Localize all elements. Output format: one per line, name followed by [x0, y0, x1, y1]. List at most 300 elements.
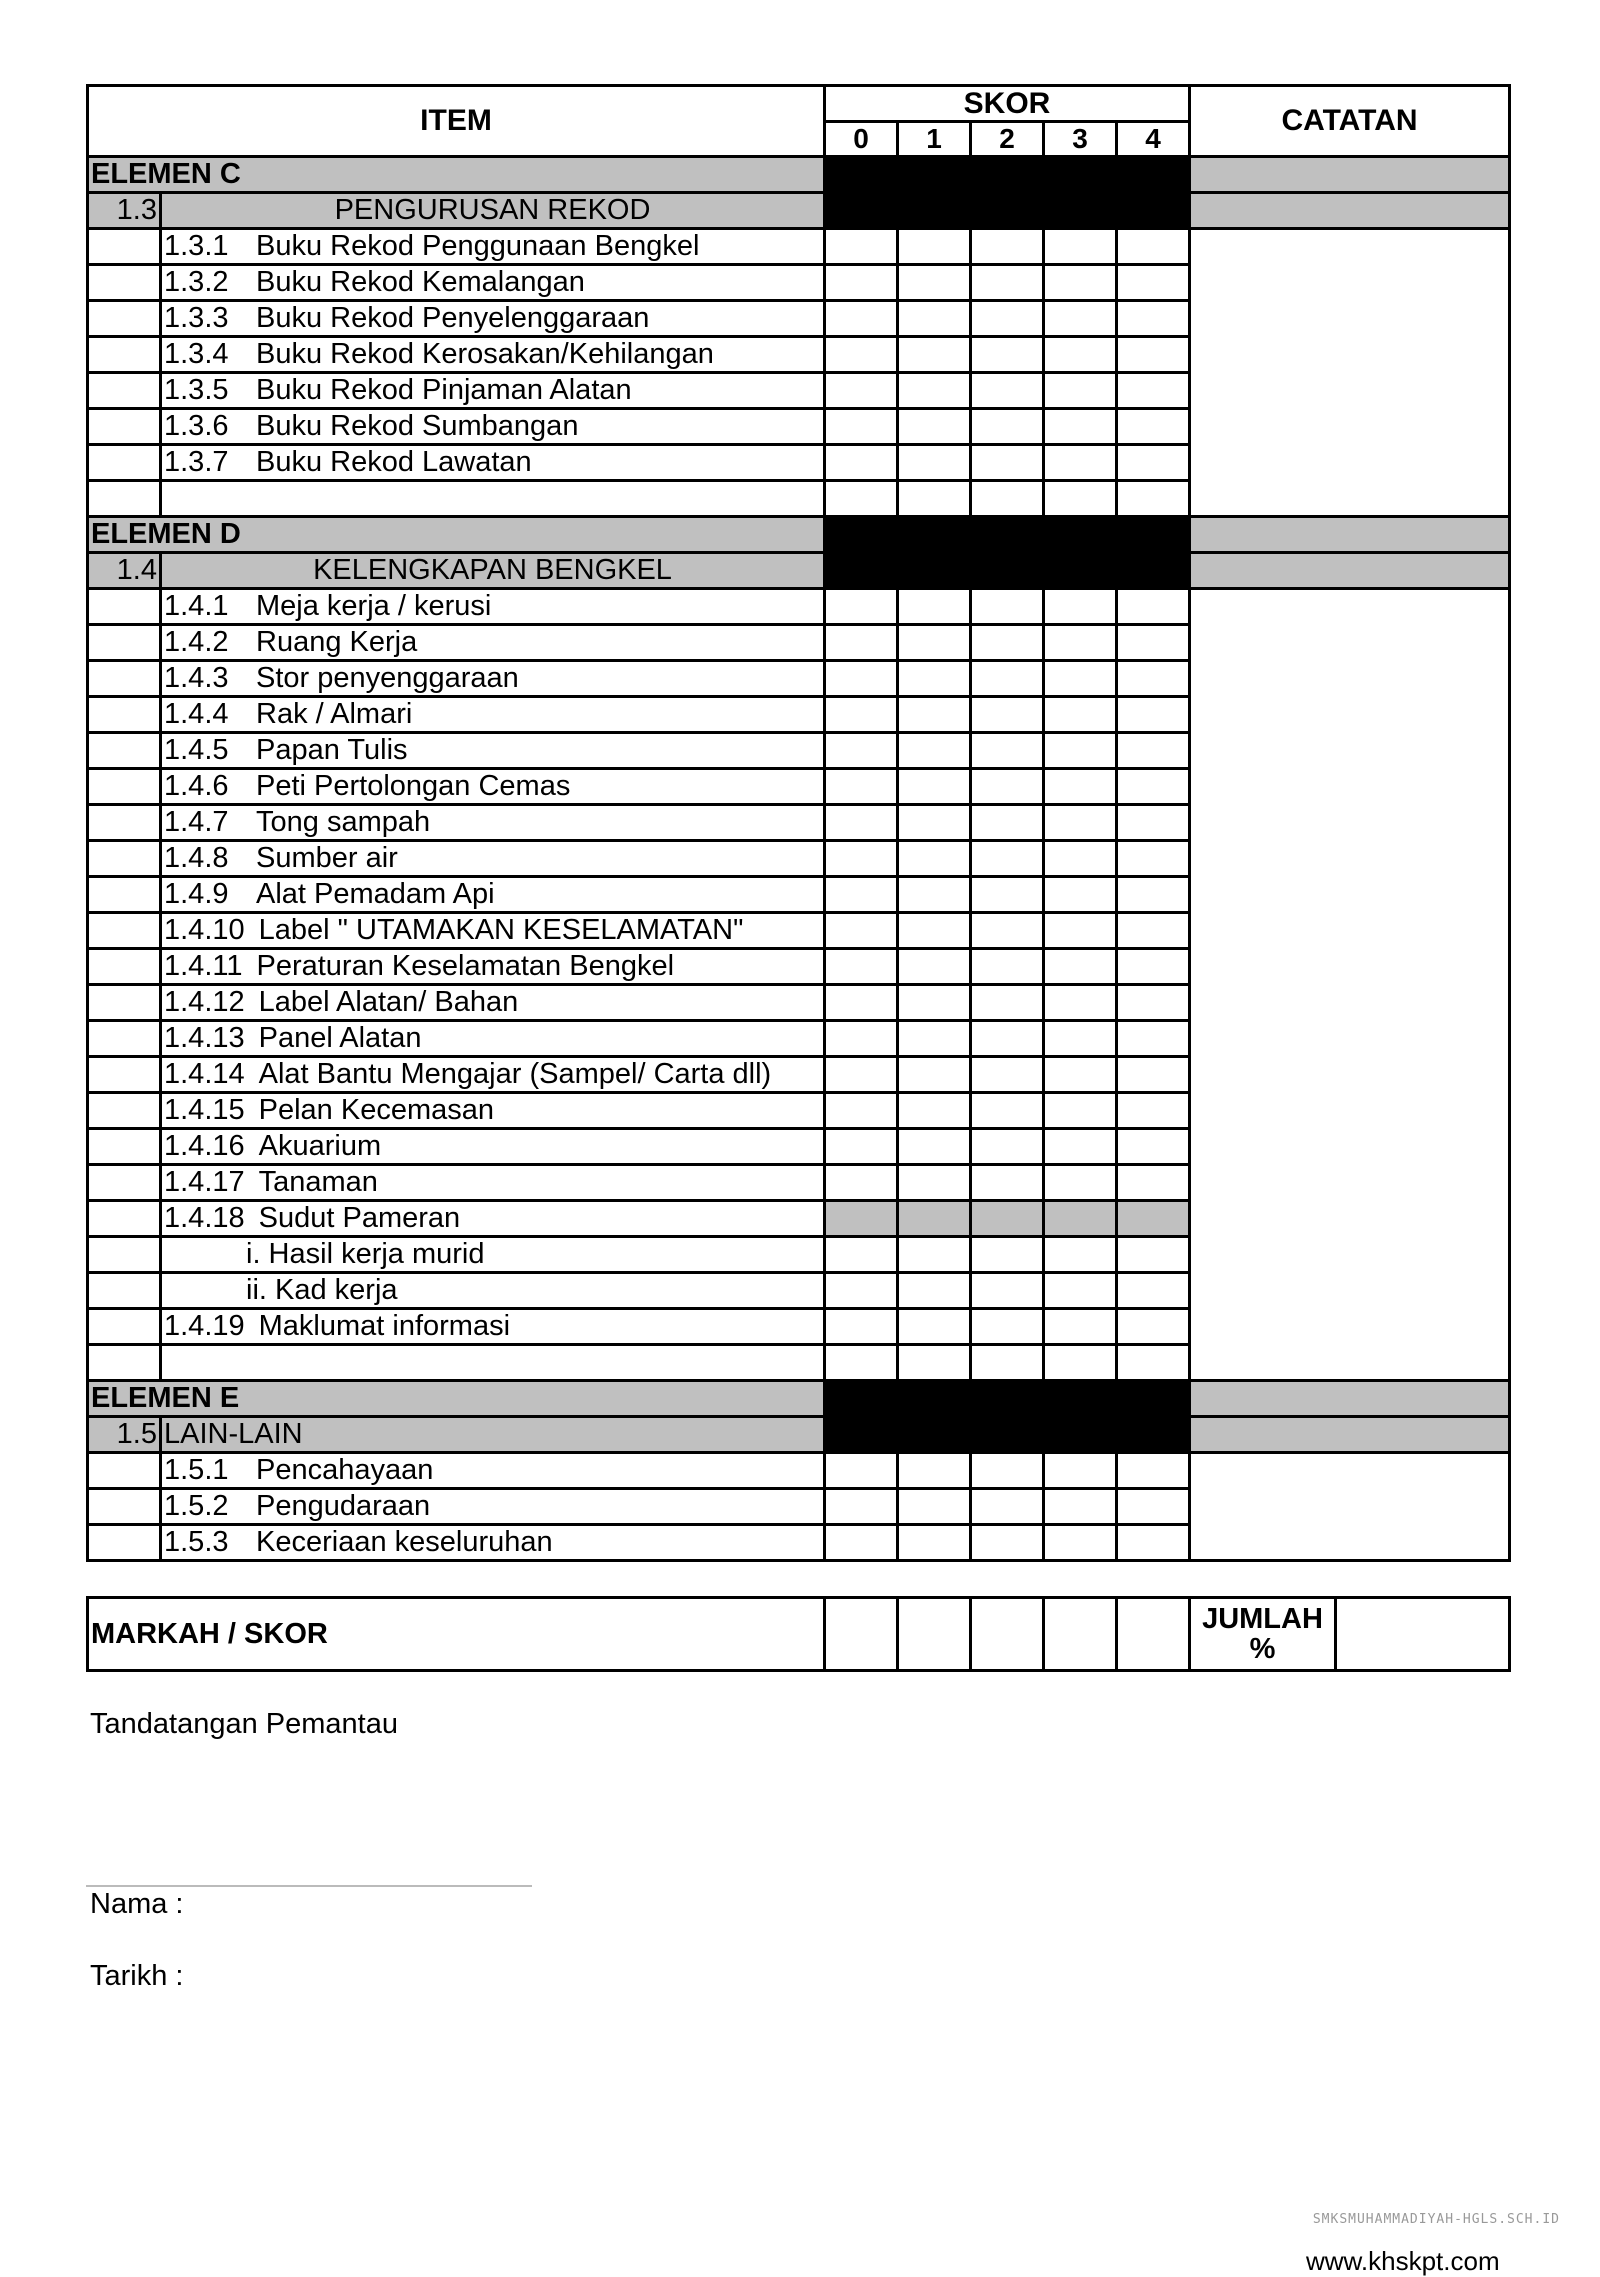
catatan-shaded-cell — [1190, 157, 1510, 193]
element-row — [88, 1381, 1510, 1417]
score-cell-2[interactable] — [971, 445, 1044, 481]
item-text-cell — [161, 913, 825, 949]
score-cell-1[interactable] — [898, 1093, 971, 1129]
score-cell-1[interactable] — [898, 769, 971, 805]
score-header-0: 0 — [825, 122, 898, 157]
score-cell-3[interactable] — [1044, 661, 1117, 697]
score-cell-1[interactable] — [898, 373, 971, 409]
score-cell-0[interactable] — [825, 1093, 898, 1129]
score-cell-1[interactable] — [898, 697, 971, 733]
score-cell-2[interactable] — [971, 409, 1044, 445]
score-cell-1[interactable] — [898, 1345, 971, 1381]
score-cell-0[interactable] — [825, 1489, 898, 1525]
row-blank-cell — [88, 1273, 161, 1309]
row-blank-cell — [88, 1453, 161, 1489]
score-cell-0[interactable] — [825, 1309, 898, 1345]
score-cell-2[interactable] — [971, 661, 1044, 697]
score-cell-4[interactable] — [1117, 1165, 1190, 1201]
score-cell-0[interactable] — [825, 949, 898, 985]
score-cell-1[interactable] — [898, 1273, 971, 1309]
score-cell-3[interactable] — [1044, 733, 1117, 769]
item-text-cell — [161, 1525, 825, 1561]
score-cell-2[interactable] — [971, 733, 1044, 769]
score-cell-4[interactable] — [1117, 589, 1190, 625]
item-label: Meja kerja / kerusi — [256, 590, 492, 622]
score-cell-0[interactable] — [825, 265, 898, 301]
score-cell-1[interactable] — [898, 445, 971, 481]
score-cell-1[interactable] — [898, 733, 971, 769]
item-text-cell — [161, 1021, 825, 1057]
score-cell-3[interactable] — [1044, 481, 1117, 517]
score-cell-3[interactable] — [1044, 877, 1117, 913]
score-cell-2[interactable] — [971, 841, 1044, 877]
score-cell-3[interactable] — [1044, 229, 1117, 265]
score-cell-2[interactable] — [971, 1057, 1044, 1093]
score-cell-1[interactable] — [898, 877, 971, 913]
score-cell-4[interactable] — [1117, 805, 1190, 841]
score-cell-1[interactable] — [898, 1489, 971, 1525]
score-cell-2[interactable] — [971, 913, 1044, 949]
score-cell-4[interactable] — [1117, 445, 1190, 481]
score-cell-2[interactable] — [971, 337, 1044, 373]
score-cell-3[interactable] — [1044, 1129, 1117, 1165]
item-number: 1.3.5 — [164, 374, 229, 406]
item-text-cell — [161, 1453, 825, 1489]
score-cell-1[interactable] — [898, 625, 971, 661]
row-blank-cell — [88, 1525, 161, 1561]
item-text-cell — [161, 373, 825, 409]
item-label: Alat Bantu Mengajar (Sampel/ Carta dll) — [258, 1058, 772, 1090]
score-cell-2[interactable] — [971, 1309, 1044, 1345]
total-score-cell-2[interactable] — [971, 1598, 1044, 1671]
score-cell-4[interactable] — [1117, 769, 1190, 805]
sub-item-label: ii. Kad kerja — [246, 1274, 398, 1306]
score-cell-2[interactable] — [971, 697, 1044, 733]
blacked-score-cells — [825, 1417, 1190, 1453]
item-label: Buku Rekod Kemalangan — [256, 266, 585, 298]
score-cell-2[interactable] — [971, 1489, 1044, 1525]
score-cell-4[interactable] — [1117, 1273, 1190, 1309]
score-cell-2[interactable] — [971, 949, 1044, 985]
item-label: Keceriaan keseluruhan — [256, 1526, 553, 1558]
elemen_e-label: ELEMEN E — [88, 1381, 825, 1417]
score-cell-1[interactable] — [898, 913, 971, 949]
score-cell-1[interactable] — [898, 1237, 971, 1273]
row-blank-cell — [88, 445, 161, 481]
score-cell-0[interactable] — [825, 301, 898, 337]
row-blank-cell — [88, 481, 161, 517]
score-cell-2[interactable] — [971, 373, 1044, 409]
elemen_c-section-title: PENGURUSAN REKOD — [161, 193, 825, 229]
row-blank-cell — [88, 265, 161, 301]
score-cell-1[interactable] — [898, 949, 971, 985]
total-score-cell-4[interactable] — [1117, 1598, 1190, 1671]
score-cell-3[interactable] — [1044, 949, 1117, 985]
item-label: Label Alatan/ Bahan — [258, 986, 519, 1018]
jumlah-percent-field[interactable] — [1336, 1598, 1510, 1671]
item-text-cell — [161, 805, 825, 841]
percent-sign: % — [1249, 1633, 1276, 1665]
score-cell-2[interactable] — [971, 877, 1044, 913]
score-cell-3[interactable] — [1044, 697, 1117, 733]
jumlah-text: JUMLAH — [1202, 1602, 1323, 1635]
blacked-score-cells — [825, 553, 1190, 589]
item-label: Pencahayaan — [256, 1454, 434, 1486]
item-text-cell — [161, 1129, 825, 1165]
score-cell-3[interactable] — [1044, 769, 1117, 805]
item-text-cell — [161, 841, 825, 877]
score-cell-4[interactable] — [1117, 913, 1190, 949]
blacked-score-cells — [825, 517, 1190, 553]
item-label: Buku Rekod Sumbangan — [256, 410, 579, 442]
item-text-cell — [161, 265, 825, 301]
score-cell-4[interactable] — [1117, 229, 1190, 265]
score-cell-3[interactable] — [1044, 373, 1117, 409]
score-cell-4[interactable] — [1117, 1525, 1190, 1561]
score-cell-1[interactable] — [898, 481, 971, 517]
score-cell-0[interactable] — [825, 985, 898, 1021]
item-label: Akuarium — [258, 1130, 382, 1162]
score-cell-3[interactable] — [1044, 913, 1117, 949]
row-blank-cell — [88, 301, 161, 337]
evaluation-form-table — [86, 84, 1511, 1562]
item-text-cell — [161, 481, 825, 517]
item-text-cell — [161, 229, 825, 265]
item-label: Papan Tulis — [256, 734, 408, 766]
score-cell-3[interactable] — [1044, 1237, 1117, 1273]
score-cell-4[interactable] — [1117, 1021, 1190, 1057]
catatan-cell[interactable] — [1190, 229, 1510, 517]
score-cell-1[interactable] — [898, 409, 971, 445]
score-cell-2[interactable] — [971, 265, 1044, 301]
score-cell-4[interactable] — [1117, 1345, 1190, 1381]
score-cell-0[interactable] — [825, 877, 898, 913]
row-blank-cell — [88, 409, 161, 445]
score-cell-0[interactable] — [825, 481, 898, 517]
row-blank-cell — [88, 1165, 161, 1201]
item-number: 1.4.8 — [164, 842, 229, 874]
score-cell-0[interactable] — [825, 1165, 898, 1201]
row-blank-cell — [88, 805, 161, 841]
item-number: 1.4.2 — [164, 626, 229, 658]
score-cell-1[interactable] — [898, 661, 971, 697]
score-cell-4[interactable] — [1117, 1093, 1190, 1129]
score-cell-4[interactable] — [1117, 877, 1190, 913]
score-cell-2[interactable] — [971, 1273, 1044, 1309]
item-label: Tong sampah — [256, 806, 431, 838]
item-text-cell — [161, 445, 825, 481]
score-cell-0[interactable] — [825, 841, 898, 877]
catatan-cell[interactable] — [1190, 589, 1510, 1381]
item-text-cell — [161, 409, 825, 445]
score-cell-1[interactable] — [898, 1309, 971, 1345]
score-cell-1[interactable] — [898, 301, 971, 337]
score-cell-2[interactable] — [971, 229, 1044, 265]
score-cell-2[interactable] — [971, 625, 1044, 661]
score-cell-0[interactable] — [825, 1021, 898, 1057]
catatan-header: CATATAN — [1190, 86, 1510, 157]
score-cell-1[interactable] — [898, 841, 971, 877]
score-cell-4[interactable] — [1117, 265, 1190, 301]
score-cell-3 — [1044, 1201, 1117, 1237]
score-cell-0[interactable] — [825, 661, 898, 697]
item-number: 1.4.17 — [164, 1166, 245, 1198]
footer-url: www.khskpt.com — [1306, 2246, 1500, 2276]
item-number: 1.4.16 — [164, 1130, 245, 1162]
score-cell-0[interactable] — [825, 1129, 898, 1165]
elemen_d-section-title: KELENGKAPAN BENGKEL — [161, 553, 825, 589]
score-cell-3[interactable] — [1044, 1093, 1117, 1129]
catatan-cell[interactable] — [1190, 1453, 1510, 1561]
watermark: SMKSMUHAMMADIYAH-HGLS.SCH.ID — [1312, 2212, 1560, 2227]
item-text-cell — [161, 733, 825, 769]
row-blank-cell — [88, 1309, 161, 1345]
item-label: Panel Alatan — [258, 1022, 422, 1054]
score-cell-0[interactable] — [825, 733, 898, 769]
score-cell-0[interactable] — [825, 913, 898, 949]
item-text-cell — [161, 337, 825, 373]
item-text-cell — [161, 697, 825, 733]
score-cell-0[interactable] — [825, 1273, 898, 1309]
row-blank-cell — [88, 1201, 161, 1237]
row-blank-cell — [88, 337, 161, 373]
score-cell-1[interactable] — [898, 805, 971, 841]
item-label: Pengudaraan — [256, 1490, 431, 1522]
item-text-cell — [161, 1057, 825, 1093]
score-cell-4[interactable] — [1117, 1489, 1190, 1525]
score-cell-3[interactable] — [1044, 1345, 1117, 1381]
score-cell-4[interactable] — [1117, 1453, 1190, 1489]
score-cell-1[interactable] — [898, 1525, 971, 1561]
score-cell-4 — [1117, 1201, 1190, 1237]
elemen_e-section-title: LAIN-LAIN — [161, 1417, 825, 1453]
score-cell-1[interactable] — [898, 1165, 971, 1201]
item-text-cell — [161, 769, 825, 805]
catatan-shaded-cell — [1190, 1381, 1510, 1417]
item-label: Buku Rekod Pinjaman Alatan — [256, 374, 632, 406]
item-number: 1.4.10 — [164, 914, 245, 946]
item-text-cell — [161, 661, 825, 697]
score-cell-1[interactable] — [898, 1453, 971, 1489]
score-cell-4[interactable] — [1117, 1309, 1190, 1345]
score-cell-0 — [825, 1201, 898, 1237]
item-text-cell — [161, 1201, 825, 1237]
score-cell-4[interactable] — [1117, 337, 1190, 373]
score-cell-4[interactable] — [1117, 985, 1190, 1021]
score-cell-3[interactable] — [1044, 589, 1117, 625]
item-number: 1.4.14 — [164, 1058, 245, 1090]
item-number: 1.3.1 — [164, 230, 229, 262]
score-cell-4[interactable] — [1117, 625, 1190, 661]
item-number: 1.5.2 — [164, 1490, 229, 1522]
score-cell-0[interactable] — [825, 1453, 898, 1489]
score-cell-3[interactable] — [1044, 1309, 1117, 1345]
score-cell-3[interactable] — [1044, 1453, 1117, 1489]
score-cell-4[interactable] — [1117, 733, 1190, 769]
score-cell-1[interactable] — [898, 265, 971, 301]
score-cell-4[interactable] — [1117, 1057, 1190, 1093]
item-text-cell — [161, 1309, 825, 1345]
item-text-cell — [161, 1093, 825, 1129]
score-header-1: 1 — [898, 122, 971, 157]
score-cell-2[interactable] — [971, 1525, 1044, 1561]
item-number: 1.3.6 — [164, 410, 229, 442]
score-cell-1[interactable] — [898, 1057, 971, 1093]
score-header-4: 4 — [1117, 122, 1190, 157]
score-cell-3[interactable] — [1044, 985, 1117, 1021]
row-blank-cell — [88, 1345, 161, 1381]
row-blank-cell — [88, 841, 161, 877]
score-cell-0[interactable] — [825, 229, 898, 265]
item-number: 1.4.7 — [164, 806, 229, 838]
score-cell-1[interactable] — [898, 589, 971, 625]
score-cell-0[interactable] — [825, 697, 898, 733]
score-cell-0[interactable] — [825, 1345, 898, 1381]
item-text-cell — [161, 985, 825, 1021]
score-cell-0[interactable] — [825, 409, 898, 445]
catatan-shaded-cell — [1190, 553, 1510, 589]
score-cell-4[interactable] — [1117, 373, 1190, 409]
score-cell-2[interactable] — [971, 1093, 1044, 1129]
item-row — [88, 589, 1510, 625]
row-blank-cell — [88, 985, 161, 1021]
score-cell-0[interactable] — [825, 805, 898, 841]
item-label: Ruang Kerja — [256, 626, 418, 658]
score-cell-1[interactable] — [898, 337, 971, 373]
score-cell-3[interactable] — [1044, 805, 1117, 841]
skor-header: SKOR — [825, 86, 1190, 122]
score-cell-0[interactable] — [825, 589, 898, 625]
item-label: Buku Rekod Lawatan — [256, 446, 532, 478]
score-cell-2[interactable] — [971, 589, 1044, 625]
blacked-score-cells — [825, 157, 1190, 193]
score-cell-0[interactable] — [825, 1057, 898, 1093]
item-number: 1.4.12 — [164, 986, 245, 1018]
score-cell-2[interactable] — [971, 769, 1044, 805]
score-cell-3[interactable] — [1044, 1165, 1117, 1201]
score-cell-3[interactable] — [1044, 1057, 1117, 1093]
score-cell-2[interactable] — [971, 301, 1044, 337]
score-cell-2[interactable] — [971, 805, 1044, 841]
item-text-cell — [161, 1345, 825, 1381]
score-cell-4[interactable] — [1117, 481, 1190, 517]
score-cell-0[interactable] — [825, 373, 898, 409]
item-text-cell — [161, 1237, 825, 1273]
item-number: 1.4.15 — [164, 1094, 245, 1126]
item-number: 1.3.7 — [164, 446, 229, 478]
score-cell-3[interactable] — [1044, 1525, 1117, 1561]
row-blank-cell — [88, 625, 161, 661]
item-number: 1.4.13 — [164, 1022, 245, 1054]
item-label: Stor penyenggaraan — [256, 662, 519, 694]
score-cell-4[interactable] — [1117, 841, 1190, 877]
item-text-cell — [161, 877, 825, 913]
score-cell-4[interactable] — [1117, 697, 1190, 733]
row-blank-cell — [88, 769, 161, 805]
item-number: 1.4.5 — [164, 734, 229, 766]
row-blank-cell — [88, 589, 161, 625]
total-score-cell-3[interactable] — [1044, 1598, 1117, 1671]
item-number: 1.4.18 — [164, 1202, 245, 1234]
score-cell-0[interactable] — [825, 445, 898, 481]
item-text-cell — [161, 949, 825, 985]
item-number: 1.4.4 — [164, 698, 229, 730]
score-cell-0[interactable] — [825, 337, 898, 373]
score-cell-1[interactable] — [898, 229, 971, 265]
score-cell-4[interactable] — [1117, 301, 1190, 337]
total-score-cell-0[interactable] — [825, 1598, 898, 1671]
elemen_c-label: ELEMEN C — [88, 157, 825, 193]
item-label: Alat Pemadam Api — [256, 878, 495, 910]
score-cell-3[interactable] — [1044, 265, 1117, 301]
score-cell-2[interactable] — [971, 1237, 1044, 1273]
catatan-shaded-cell — [1190, 193, 1510, 229]
score-cell-2[interactable] — [971, 481, 1044, 517]
row-blank-cell — [88, 949, 161, 985]
score-cell-1[interactable] — [898, 1021, 971, 1057]
score-cell-2[interactable] — [971, 1453, 1044, 1489]
row-blank-cell — [88, 373, 161, 409]
signature-line — [86, 1885, 532, 1887]
row-blank-cell — [88, 1057, 161, 1093]
score-cell-4[interactable] — [1117, 1237, 1190, 1273]
score-cell-0[interactable] — [825, 1525, 898, 1561]
score-cell-4[interactable] — [1117, 1129, 1190, 1165]
score-cell-4[interactable] — [1117, 949, 1190, 985]
score-cell-3[interactable] — [1044, 1021, 1117, 1057]
score-cell-1[interactable] — [898, 1129, 971, 1165]
item-number: 1.4.19 — [164, 1310, 245, 1342]
score-cell-3[interactable] — [1044, 1273, 1117, 1309]
score-cell-3[interactable] — [1044, 337, 1117, 373]
score-cell-2[interactable] — [971, 1345, 1044, 1381]
score-cell-3[interactable] — [1044, 445, 1117, 481]
item-number: 1.3.4 — [164, 338, 229, 370]
score-cell-3[interactable] — [1044, 409, 1117, 445]
jumlah-label — [1190, 1598, 1336, 1671]
score-cell-1 — [898, 1201, 971, 1237]
score-cell-0[interactable] — [825, 769, 898, 805]
score-cell-4[interactable] — [1117, 409, 1190, 445]
score-cell-1[interactable] — [898, 985, 971, 1021]
item-text-cell — [161, 301, 825, 337]
score-cell-3[interactable] — [1044, 301, 1117, 337]
total-score-cell-1[interactable] — [898, 1598, 971, 1671]
score-cell-3[interactable] — [1044, 1489, 1117, 1525]
tarikh-label: Tarikh : — [90, 1960, 184, 1992]
score-cell-0[interactable] — [825, 625, 898, 661]
score-cell-2[interactable] — [971, 1165, 1044, 1201]
score-cell-2[interactable] — [971, 1021, 1044, 1057]
element-row — [88, 517, 1510, 553]
score-cell-4[interactable] — [1117, 661, 1190, 697]
item-number: 1.4.6 — [164, 770, 229, 802]
sub-item-label: i. Hasil kerja murid — [246, 1238, 485, 1270]
score-cell-3[interactable] — [1044, 625, 1117, 661]
row-blank-cell — [88, 661, 161, 697]
section-row — [88, 553, 1510, 589]
score-cell-0[interactable] — [825, 1237, 898, 1273]
score-cell-2 — [971, 1201, 1044, 1237]
item-label: Buku Rekod Kerosakan/Kehilangan — [256, 338, 714, 370]
row-blank-cell — [88, 229, 161, 265]
score-cell-2[interactable] — [971, 985, 1044, 1021]
score-cell-3[interactable] — [1044, 841, 1117, 877]
item-row — [88, 1453, 1510, 1489]
row-blank-cell — [88, 1237, 161, 1273]
markah-skor-label: MARKAH / SKOR — [88, 1598, 825, 1671]
score-cell-2[interactable] — [971, 1129, 1044, 1165]
